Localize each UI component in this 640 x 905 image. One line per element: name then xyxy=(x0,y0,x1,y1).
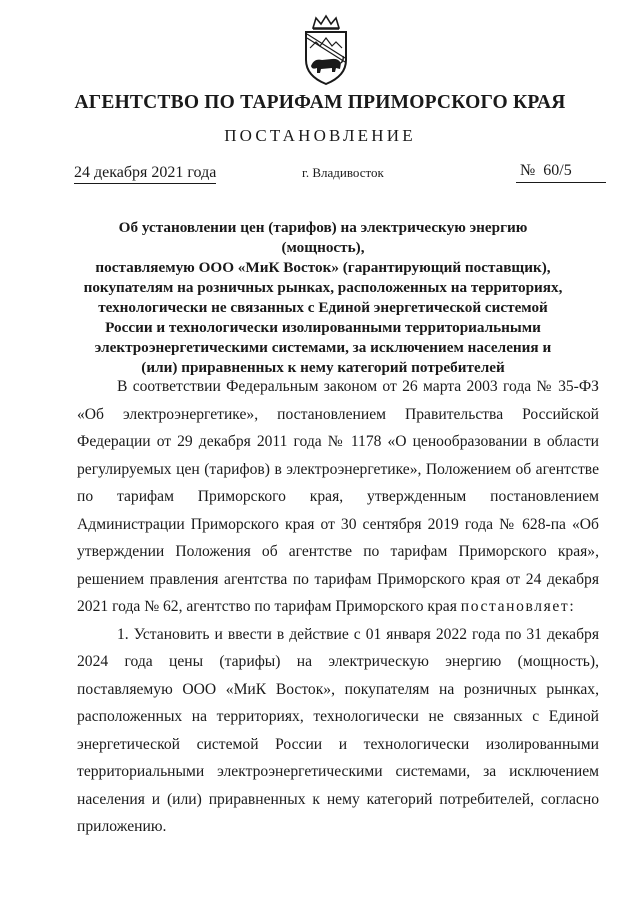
title-line: Об установлении цен (тарифов) на электрическую энергию (мощность), xyxy=(118,219,528,256)
title-line: покупателям на розничных рынках, расположенных на территориях, xyxy=(83,279,563,296)
document-body xyxy=(77,373,599,841)
title-line: электроэнергетическими системами, за исключением населения и xyxy=(94,339,552,356)
preamble-paragraph xyxy=(77,373,599,621)
title-line: России и технологически изолированными территориальными xyxy=(105,319,541,336)
decree-word: постановляет: xyxy=(460,598,576,615)
number-sign: № xyxy=(520,162,536,179)
item-1-paragraph: 1. Установить и ввести в действие с 01 января 2022 года по 31 декабря 2024 года цены (тарифы) на электрическую энергию (мощность), поставляемую ООО «МиК Восток», покупателям на розничных рынках, расположенных на территориях, технологически не связанных с Единой энергетической системой России и технологически изолированными территориальными электроэнергетическими системами, за исключением населения и (или) приравненных к нему категорий потребителей, согласно приложению. xyxy=(77,625,599,835)
document-title xyxy=(78,218,568,378)
agency-name: АГЕНТСТВО ПО ТАРИФАМ ПРИМОРСКОГО КРАЯ xyxy=(74,92,566,113)
number-value: 60/5 xyxy=(543,162,572,179)
coat-of-arms-emblem xyxy=(296,14,356,86)
title-line: поставляемую ООО «МиК Восток» (гарантирующий поставщик), xyxy=(95,259,551,276)
title-line: (или) приравненных к нему категорий потребителей xyxy=(141,359,505,376)
document-type: ПОСТАНОВЛЕНИЕ xyxy=(224,126,416,145)
document-number xyxy=(516,162,606,183)
document-date: 24 декабря 2021 года xyxy=(74,164,216,184)
preamble-text: В соответствии Федеральным законом от 26 марта 2003 года № 35-ФЗ «Об электроэнергетике», постановлением Правительства Российской Федерации от 29 декабря 2011 года № 1178 «О ценообразовании в области регулируемых цен (тарифов) в электроэнергетике», Положением об агентстве по тарифам Приморского края, утвержденным постановлением Администрации Приморского края от 30 сентября 2019 года № 628-па «Об утверждении Положения об агентстве по тарифам Приморского края», решением правления агентства по тарифам Приморского края от 24 декабря 2021 года № 62, агентство по тарифам Приморского края xyxy=(77,378,599,615)
document-city: г. Владивосток xyxy=(302,165,384,180)
title-line: технологически не связанных с Единой энергетической системой xyxy=(98,299,548,316)
